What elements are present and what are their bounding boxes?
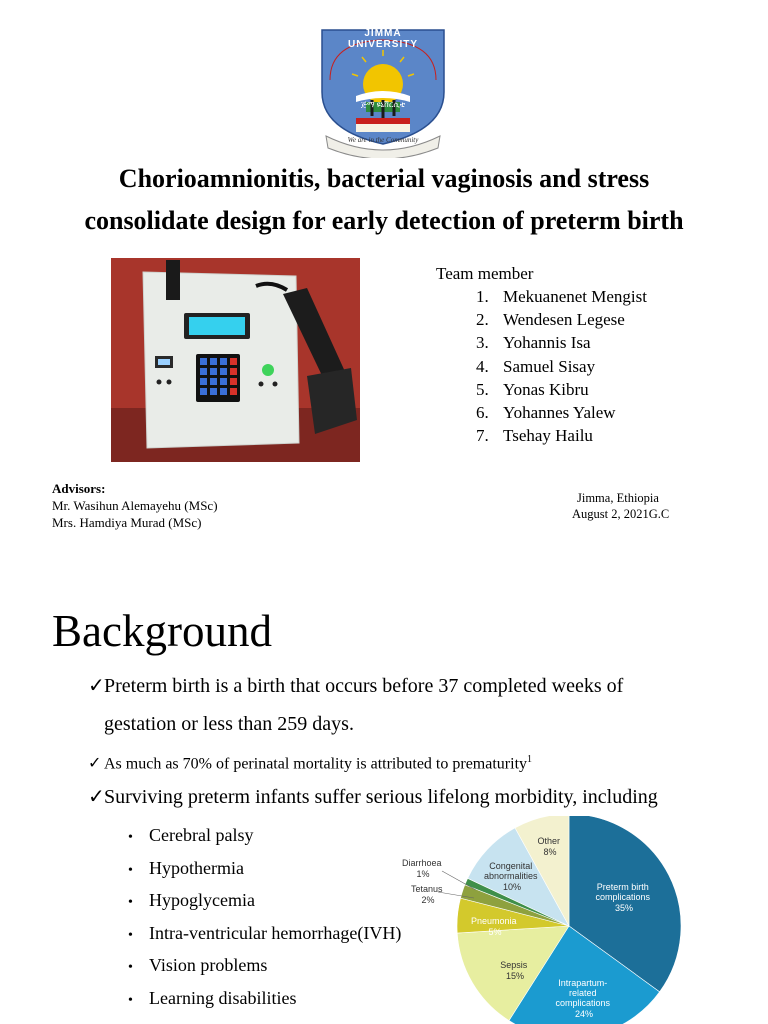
title-line-1: Chorioamnionitis, bacterial vaginosis and stress: [118, 164, 650, 193]
bullet-icon: •: [128, 927, 133, 943]
logo-motto: We are in the Community: [347, 136, 419, 144]
pie-label-tetanus: Tetanus 2%: [410, 884, 443, 905]
check-mark-icon: ✓: [88, 755, 102, 773]
member-number: 2.: [476, 310, 489, 330]
member-number: 4.: [476, 356, 489, 376]
check-item-1-cont: gestation or less than 259 days.: [104, 713, 354, 735]
list-item-text: Intra-ventricular hemorrhage(IVH): [149, 922, 402, 943]
advisors-heading: Advisors:: [52, 481, 106, 496]
check-mark-icon: ✓: [88, 675, 105, 697]
check-item-2: [88, 748, 532, 776]
bullet-icon: •: [128, 992, 133, 1008]
pie-label-preterm: Preterm birth complications 35%: [595, 882, 651, 913]
advisors-section: [52, 480, 218, 531]
member-name: Yonas Kibru: [503, 379, 589, 399]
team-member: [476, 308, 647, 331]
member-name: Yohannis Isa: [503, 333, 591, 353]
list-item-text: Hypothermia: [149, 857, 244, 878]
member-number: 7.: [476, 426, 489, 446]
pie-label-sepsis: Sepsis 15%: [500, 960, 528, 981]
location: Jimma, Ethiopia: [577, 491, 659, 505]
bullet-icon: •: [128, 830, 133, 845]
team-heading: Team member: [436, 264, 534, 283]
list-item: [128, 952, 401, 985]
team-member: [476, 378, 647, 401]
list-item: [128, 822, 401, 855]
pie-label-pneumonia: Pneumonia 5%: [470, 916, 517, 937]
list-item-text: Cerebral palsy: [149, 825, 254, 845]
list-item: [128, 985, 401, 1018]
team-member: [476, 424, 647, 447]
neonatal-death-causes-pie-chart: [388, 816, 688, 1024]
member-name: Samuel Sisay: [503, 356, 596, 376]
date: August 2, 2021G.C: [572, 507, 670, 521]
morbidity-list: [128, 822, 401, 1018]
logo-amharic-text: ጅማ ዩኒቨርሲቲ: [360, 100, 406, 109]
footnote-ref: 1: [527, 754, 533, 765]
list-item: [128, 887, 401, 920]
place-date: [572, 490, 669, 522]
team-member: [476, 331, 647, 354]
bullet-icon: •: [128, 895, 133, 911]
list-item-text: Hypoglycemia: [149, 890, 255, 911]
device-photo: [111, 258, 360, 462]
team-member: [476, 401, 647, 424]
check-mark-icon: ✓: [88, 786, 105, 808]
pie-label-congenital: Congenital abnormalities 10%: [483, 861, 538, 892]
check-text: As much as 70% of perinatal mortality is attributed to prematurity: [104, 755, 528, 773]
member-name: Wendesen Legese: [503, 310, 625, 330]
list-item: [128, 855, 401, 888]
title-line-2: consolidate design for early detection of preterm birth: [84, 206, 684, 235]
team-section: [436, 263, 647, 447]
team-member: [476, 355, 647, 378]
pie-label-other: Other 8%: [537, 836, 560, 857]
member-name: Yohannes Yalew: [503, 402, 616, 422]
member-number: 6.: [476, 402, 489, 422]
member-number: 1.: [476, 287, 489, 306]
slide-title: [0, 158, 768, 242]
member-name: Tsehay Hailu: [503, 426, 593, 446]
list-item-text: Learning disabilities: [149, 987, 297, 1008]
team-list: [436, 285, 647, 447]
logo-university-name: JIMMA UNIVERSITY: [347, 28, 418, 50]
check-item-3: [88, 783, 658, 811]
background-title: Background: [52, 606, 272, 656]
bullet-icon: •: [128, 862, 133, 878]
check-item-1: [88, 672, 623, 700]
list-item-text: Vision problems: [149, 955, 268, 976]
advisor-name: Mr. Wasihun Alemayehu (MSc): [52, 498, 218, 513]
member-name: Mekuanenet Mengist: [503, 287, 647, 306]
member-number: 3.: [476, 333, 489, 353]
pie-label-intrapartum: Intrapartum- related complications 24%: [555, 978, 611, 1019]
team-member: [476, 285, 647, 308]
list-item: [128, 920, 401, 953]
pie-label-diarrhoea: Diarrhoea 1%: [401, 858, 442, 879]
check-text: Surviving preterm infants suffer serious lifelong morbidity, including: [104, 786, 658, 808]
member-number: 5.: [476, 379, 489, 399]
advisor-name: Mrs. Hamdiya Murad (MSc): [52, 515, 202, 530]
check-text: Preterm birth is a birth that occurs before 37 completed weeks of: [104, 675, 624, 697]
bullet-icon: •: [128, 960, 133, 976]
